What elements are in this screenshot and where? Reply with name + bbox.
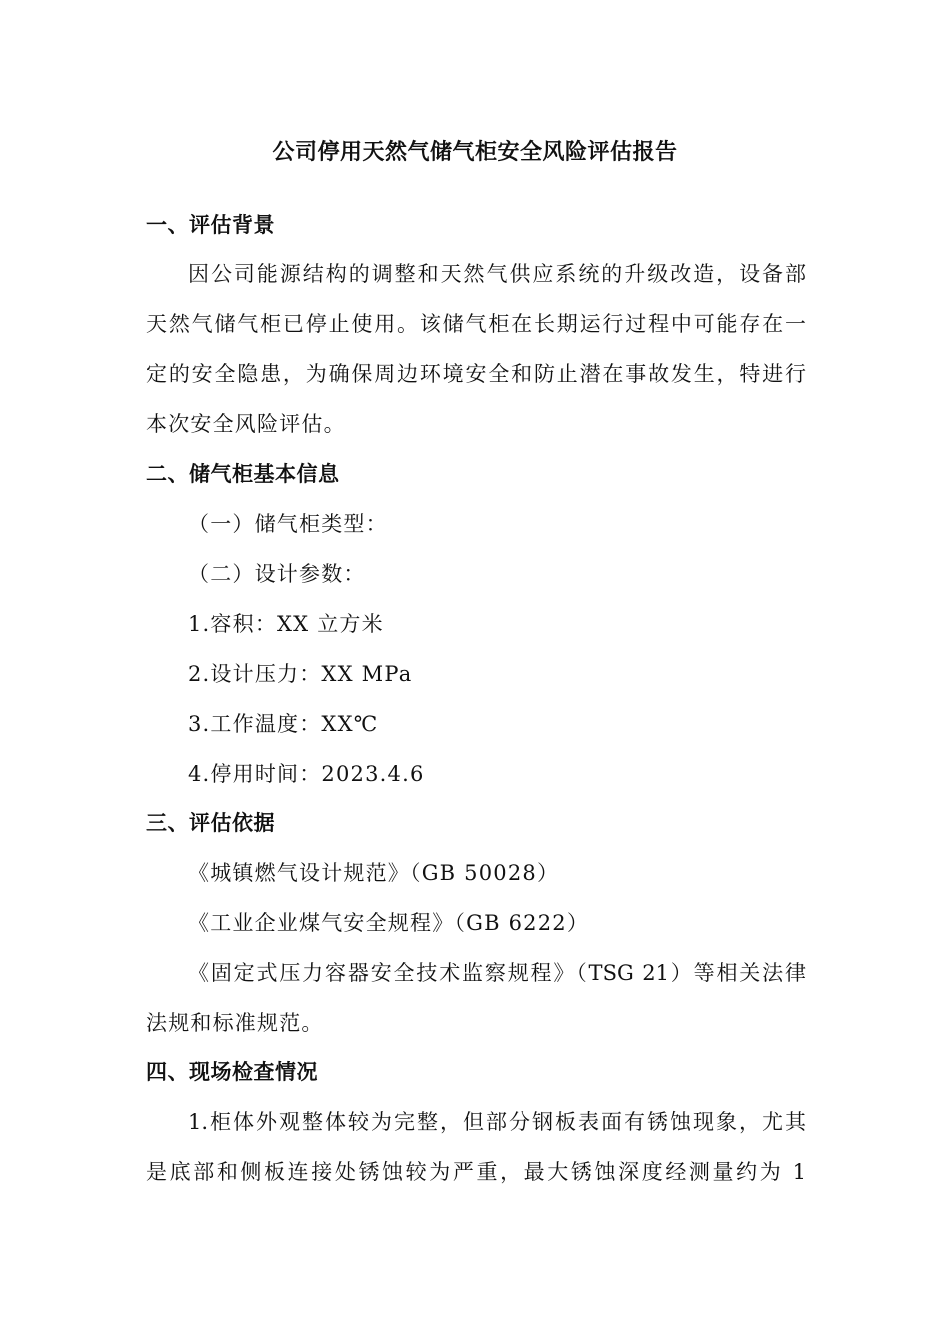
section-heading-basis: 三、评估依据 xyxy=(146,810,275,835)
paragraph-line: 本次安全风险评估。 xyxy=(146,412,346,436)
basis-item: 《工业企业煤气安全规程》（GB 6222） xyxy=(188,911,590,935)
section-heading-inspection: 四、现场检查情况 xyxy=(146,1059,318,1084)
section-heading-background: 一、评估背景 xyxy=(146,212,275,237)
info-item-type: （一）储气柜类型： xyxy=(188,512,388,536)
basis-item: 《固定式压力容器安全技术监察规程》（TSG 21）等相关法律 xyxy=(188,961,806,985)
info-item-volume: 1.容积：XX 立方米 xyxy=(188,612,384,636)
info-item-design-params: （二）设计参数： xyxy=(188,562,366,586)
info-item-stop-date: 4.停用时间：2023.4.6 xyxy=(188,762,425,786)
paragraph-line: 1.柜体外观整体较为完整，但部分钢板表面有锈蚀现象，尤其 xyxy=(188,1110,806,1134)
info-item-temperature: 3.工作温度：XX℃ xyxy=(188,712,379,736)
basis-item: 《城镇燃气设计规范》（GB 50028） xyxy=(188,861,560,885)
paragraph-line: 因公司能源结构的调整和天然气供应系统的升级改造，设备部 xyxy=(188,262,806,286)
paragraph-line: 是底部和侧板连接处锈蚀较为严重，最大锈蚀深度经测量约为 1 xyxy=(146,1160,806,1184)
paragraph-line: 法规和标准规范。 xyxy=(146,1011,324,1035)
info-item-pressure: 2.设计压力：XX MPa xyxy=(188,662,413,686)
paragraph-line: 定的安全隐患，为确保周边环境安全和防止潜在事故发生，特进行 xyxy=(146,362,806,386)
section-heading-basic-info: 二、储气柜基本信息 xyxy=(146,461,340,486)
document-title: 公司停用天然气储气柜安全风险评估报告 xyxy=(272,139,678,165)
paragraph-line: 天然气储气柜已停止使用。该储气柜在长期运行过程中可能存在一 xyxy=(146,312,806,336)
